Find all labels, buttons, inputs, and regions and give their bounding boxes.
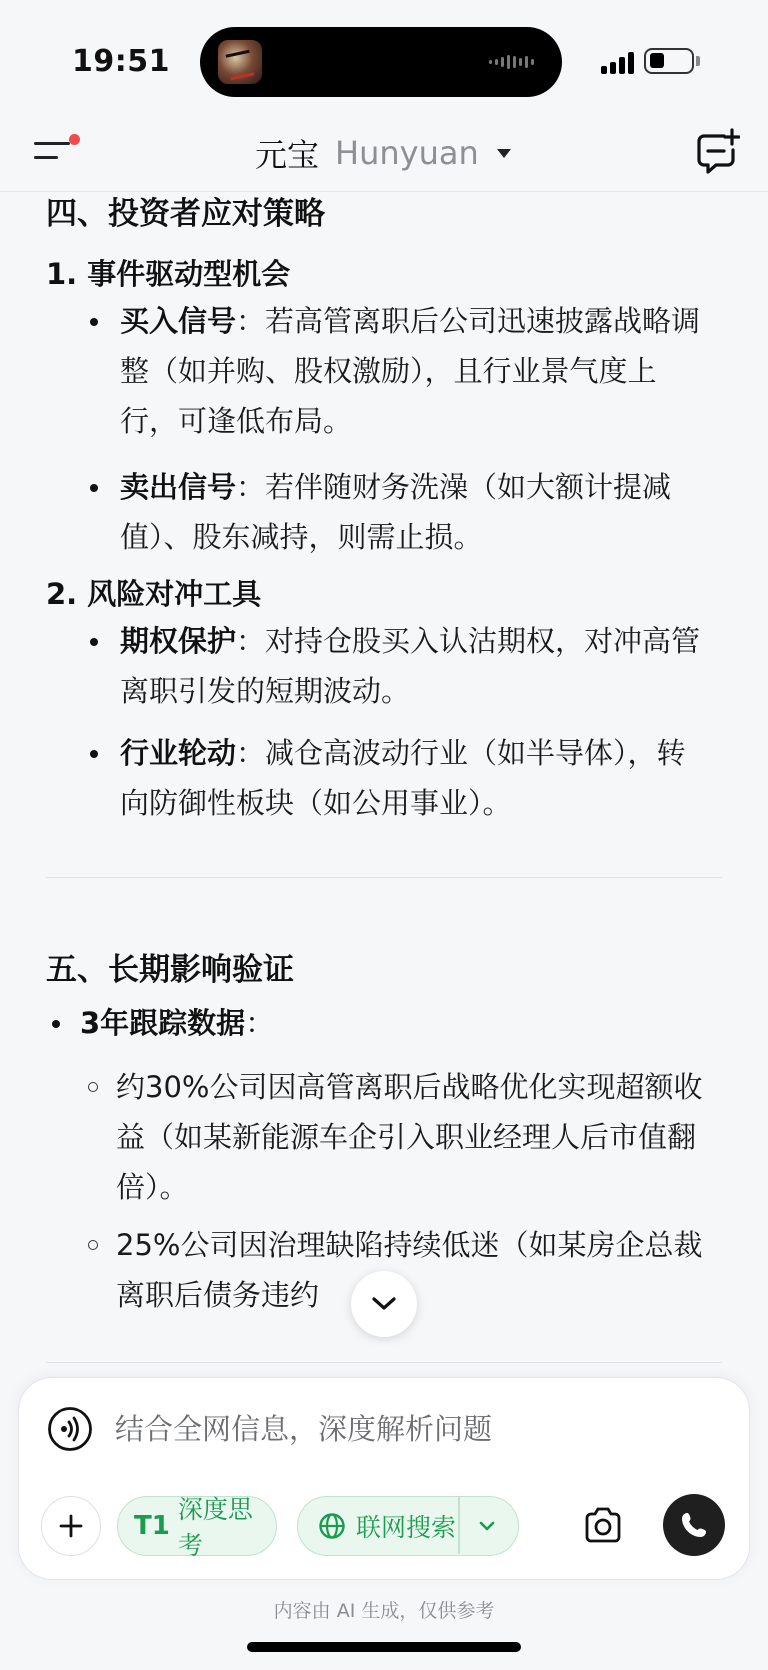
notification-dot — [69, 134, 80, 145]
section-heading-strategy: 四、投资者应对策略 — [46, 196, 325, 232]
chat-message-content — [0, 192, 768, 1382]
section-heading-long-term: 五、长期影响验证 — [46, 952, 294, 988]
strategy-item-2-title: 2. 风险对冲工具 — [46, 577, 262, 611]
app-brand-name: 元宝 — [255, 136, 320, 174]
globe-icon — [318, 1512, 346, 1540]
deep-think-label: 深度思考 — [177, 1495, 253, 1560]
deep-think-toggle[interactable] — [117, 1495, 277, 1560]
scroll-to-bottom-button[interactable] — [351, 1271, 417, 1337]
camera-icon[interactable] — [581, 1504, 625, 1548]
web-search-label: 联网搜索 — [356, 1513, 457, 1542]
cellular-signal-icon — [601, 50, 634, 74]
strategy-item-1-title: 1. 事件驱动型机会 — [46, 257, 291, 291]
search-options-dropdown[interactable] — [472, 1511, 502, 1541]
status-time: 19:51 — [72, 44, 170, 79]
message-input[interactable] — [115, 1406, 715, 1452]
section-divider — [46, 877, 722, 878]
new-chat-icon[interactable] — [694, 128, 740, 174]
t1-badge: T1 — [134, 1511, 170, 1541]
model-selector[interactable] — [255, 130, 511, 176]
battery-cap — [696, 56, 700, 66]
web-search-toggle[interactable] — [297, 1496, 519, 1556]
add-attachment-button[interactable] — [41, 1496, 101, 1556]
top-nav-bar — [0, 110, 768, 192]
chip-divider — [458, 1497, 460, 1554]
chevron-down-icon — [371, 1296, 397, 1312]
dropdown-caret-icon — [497, 149, 511, 158]
sub-bullet-text: 25%公司因治理缺陷持续低迷（如某房企总裁离职后债务违约 — [116, 1228, 703, 1312]
chevron-down-icon — [479, 1521, 495, 1531]
menu-icon[interactable] — [34, 136, 74, 166]
sub-list-item — [116, 1062, 710, 1212]
bullet-label: 期权保护 — [120, 624, 237, 658]
list-item — [120, 616, 710, 716]
model-name: Hunyuan — [335, 134, 479, 172]
sub-bullet-text: 约30%公司因高管离职后战略优化实现超额收益（如某新能源车企引入职业经理人后市值翻倍）。 — [116, 1070, 703, 1204]
dynamic-island — [200, 27, 562, 97]
phone-icon — [679, 1510, 709, 1540]
live-activity-app-icon — [218, 40, 262, 84]
list-item — [120, 462, 710, 562]
audio-wave-icon — [489, 55, 534, 69]
battery-level — [650, 53, 664, 68]
status-bar — [0, 0, 768, 120]
bullet-text: ：若高管离职后公司迅速披露战略调整（如并购、股权激励），且行业景气度上行，可逢低布局。 — [120, 304, 701, 438]
bullet-text: ：对持仓股买入认沽期权，对冲高管离职引发的短期波动。 — [120, 624, 701, 708]
voice-icon[interactable] — [47, 1406, 93, 1452]
bullet-text: ：减仓高波动行业（如半导体），转向防御性板块（如公用事业）。 — [120, 736, 686, 820]
bullet-label: 3年跟踪数据 — [80, 1006, 246, 1040]
bullet-label: 行业轮动 — [120, 736, 237, 770]
battery-icon — [644, 48, 694, 74]
ai-disclaimer: 内容由 AI 生成，仅供参考 — [273, 1600, 495, 1622]
section-divider — [46, 1362, 722, 1363]
bullet-suffix: ： — [245, 1006, 275, 1040]
bullet-label: 买入信号 — [120, 304, 237, 338]
list-item — [120, 296, 710, 446]
bullet-text: ：若伴随财务洗澡（如大额计提减值）、股东减持，则需止损。 — [120, 470, 672, 554]
home-indicator — [247, 1642, 521, 1652]
plus-icon — [59, 1514, 83, 1538]
list-item — [120, 728, 710, 828]
bullet-label: 卖出信号 — [120, 470, 237, 504]
voice-call-button[interactable] — [663, 1494, 725, 1556]
list-item — [80, 998, 274, 1048]
message-composer — [18, 1377, 750, 1580]
